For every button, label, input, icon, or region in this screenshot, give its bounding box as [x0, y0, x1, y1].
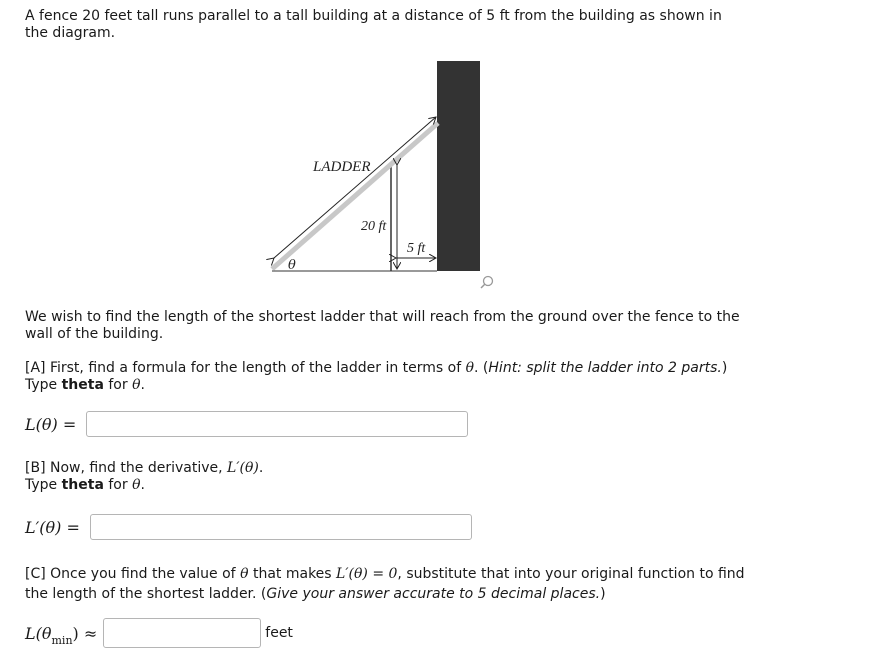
angle-label: θ [288, 258, 296, 273]
lhs-a: L(θ) = [25, 414, 77, 434]
part-b-text: [B] Now, find the derivative, L′(θ). Type theta for θ. [25, 460, 264, 493]
unit-label: feet [265, 625, 293, 641]
answer-input-a[interactable] [86, 411, 468, 437]
ladder-label: LADDER [313, 159, 371, 175]
problem-text: We wish to find the length of the shortest ladder that will reach from the ground over the fence to the wall of the building. [25, 309, 740, 342]
distance-label: 5 ft [407, 241, 426, 256]
ladder-length-arrow [274, 117, 436, 258]
part-a-text: [A] First, find a formula for the length of the ladder in terms of θ. (Hint: split the ladder into 2 parts.) Type theta for θ. [25, 360, 728, 393]
answer-input-c[interactable] [103, 618, 261, 648]
answer-row-a [25, 411, 468, 437]
part-c-text: [C] Once you find the value of θ that makes L′(θ) = 0, substitute that into your original function to find the length of the shortest ladder. (Give your answer accurate to 5 decimal places.) [25, 566, 745, 602]
ladder-diagram [260, 55, 500, 295]
lhs-b: L′(θ) = [25, 517, 80, 537]
answer-input-b[interactable] [90, 514, 472, 540]
height-label: 20 ft [361, 219, 387, 234]
intro-text: A fence 20 feet tall runs parallel to a tall building at a distance of 5 ft from the building as shown in the diagram. [25, 8, 722, 41]
building [437, 61, 480, 271]
lhs-c: $L(\theta_{min})$ ≈ [25, 623, 98, 647]
answer-row-c [25, 618, 293, 648]
answer-row-b [25, 514, 472, 540]
zoom-icon[interactable] [481, 277, 493, 289]
